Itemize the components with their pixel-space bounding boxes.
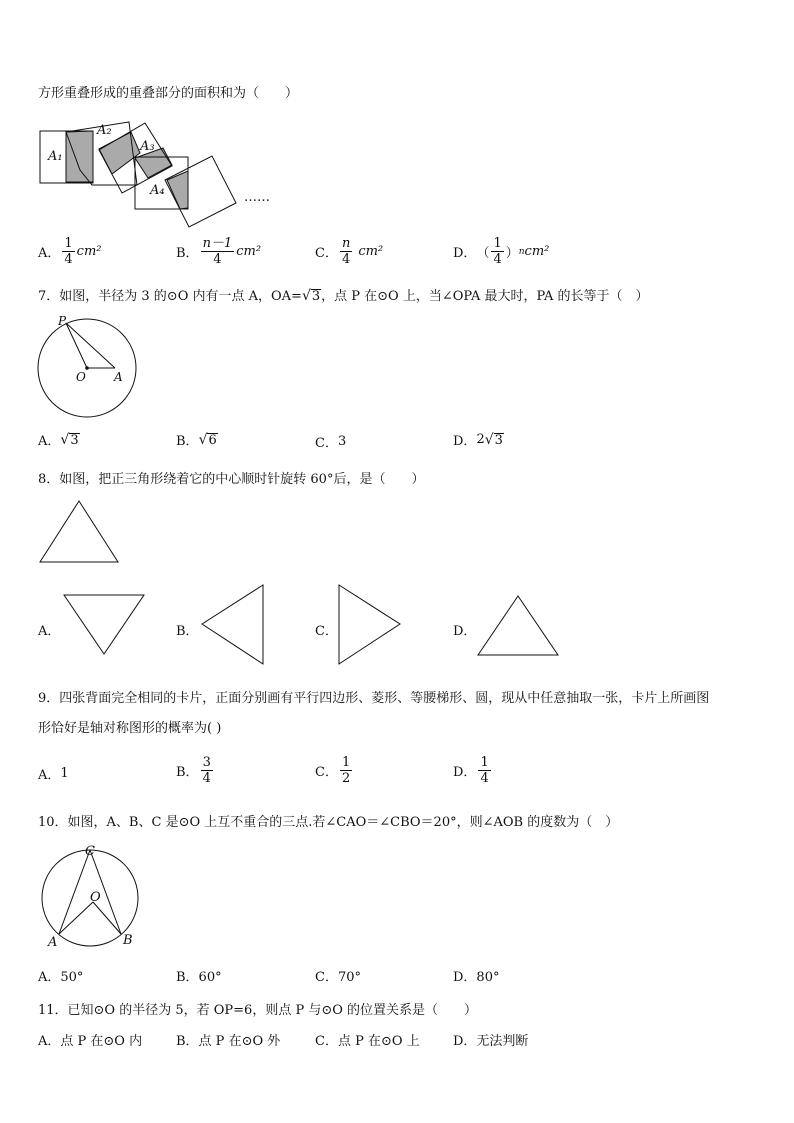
- option-letter: D．: [453, 246, 477, 261]
- label-a: A: [114, 370, 123, 384]
- stem-pre: 7．如图，半径为 3 的⊙O 内有一点 A，OA=: [38, 289, 302, 304]
- q8-option-d[interactable]: D．: [453, 624, 477, 639]
- radical-sign: √: [198, 431, 208, 448]
- q10-option-c[interactable]: C．70°: [315, 970, 361, 985]
- paren-close: ）: [505, 246, 519, 261]
- denominator: 4: [493, 252, 502, 267]
- unit: cm²: [236, 244, 262, 259]
- option-letter: C．: [315, 436, 338, 451]
- radical-sign: √: [484, 431, 494, 448]
- label-a3: A₃: [140, 139, 155, 154]
- numerator: n－1: [202, 236, 233, 251]
- q8-option-a[interactable]: A．: [38, 624, 61, 639]
- q9-stem-line2: 形恰好是轴对称图形的概率为( ): [38, 721, 222, 736]
- denominator: 2: [341, 771, 351, 786]
- paren-open: （: [476, 246, 490, 261]
- label-b: B: [123, 933, 133, 948]
- q8-stem: 8．如图，把正三角形绕着它的中心顺时针旋转 60°后，是（ ）: [38, 472, 425, 487]
- option-letter: A．: [38, 246, 61, 261]
- unit: cm²: [76, 244, 102, 259]
- option-letter: A．: [38, 768, 61, 783]
- q10-option-d[interactable]: D．80°: [453, 970, 500, 985]
- option-letter: A．: [38, 434, 61, 449]
- label-a: A: [48, 935, 58, 950]
- q11-option-a[interactable]: A．点 P 在⊙O 内: [38, 1034, 143, 1049]
- denominator: 4: [202, 771, 211, 786]
- option-letter: C．: [315, 246, 338, 261]
- numerator: 1: [341, 755, 351, 770]
- q10-option-b[interactable]: B．60°: [176, 970, 222, 985]
- q10-stem: 10．如图，A、B、C 是⊙O 上互不重合的三点.若∠CAO＝∠CBO＝20°，则∠AOB 的度数为（ ）: [38, 815, 619, 830]
- numerator: 1: [493, 236, 502, 251]
- label-o: O: [76, 370, 86, 384]
- numerator: 1: [64, 236, 73, 251]
- q11-option-d[interactable]: D．无法判断: [453, 1034, 529, 1049]
- q11-option-c[interactable]: C．点 P 在⊙O 上: [315, 1034, 420, 1049]
- option-letter: B．: [176, 246, 199, 261]
- q11-stem: 11．已知⊙O 的半径为 5，若 OP=6，则点 P 与⊙O 的位置关系是（ ）: [38, 1003, 478, 1018]
- radicand: 3: [70, 432, 79, 448]
- label-a1: A₁: [48, 149, 63, 164]
- numerator: 1: [480, 755, 489, 770]
- figure-ellipsis: ……: [244, 190, 270, 205]
- label-o: O: [90, 890, 101, 905]
- numerator: n: [341, 236, 351, 251]
- stem-post: ，点 P 在⊙O 上，当∠OPA 最大时，PA 的长等于（ ）: [321, 289, 649, 304]
- option-letter: D．: [453, 765, 477, 780]
- exponent: n: [518, 246, 525, 257]
- q6-stem: 方形重叠形成的重叠部分的面积和为（ ）: [38, 86, 299, 101]
- denominator: 4: [213, 252, 222, 267]
- q9-stem-line1: 9．四张背面完全相同的卡片，正面分别画有平行四边形、菱形、等腰梯形、圆，现从中任意抽取一张，卡片上所画图: [38, 691, 710, 706]
- q8-option-b[interactable]: B．: [176, 624, 199, 639]
- label-a2: A₂: [97, 123, 112, 138]
- denominator: 4: [64, 252, 73, 267]
- numerator: 3: [202, 755, 211, 770]
- unit: cm²: [524, 244, 550, 259]
- label-a4: A₄: [150, 183, 165, 198]
- q10-option-a[interactable]: A．50°: [38, 970, 84, 985]
- option-letter: C．: [315, 765, 338, 780]
- label-c: C: [85, 844, 95, 859]
- radicand: 3: [494, 432, 503, 448]
- q11-option-b[interactable]: B．点 P 在⊙O 外: [176, 1034, 281, 1049]
- option-value: 1: [60, 766, 69, 781]
- option-letter: D．: [453, 434, 477, 449]
- option-letter: B．: [176, 765, 199, 780]
- radical-sign: √: [60, 431, 70, 448]
- option-value: 3: [337, 434, 347, 449]
- label-p: P: [58, 314, 67, 328]
- coefficient: 2: [476, 432, 485, 447]
- unit: cm²: [358, 244, 384, 259]
- option-letter: B．: [176, 434, 199, 449]
- radicand: 3: [311, 289, 321, 304]
- denominator: 4: [480, 771, 489, 786]
- denominator: 4: [342, 252, 351, 267]
- q8-option-c[interactable]: C．: [315, 624, 338, 639]
- radical-sign: √: [301, 288, 311, 304]
- radicand: 6: [208, 432, 217, 448]
